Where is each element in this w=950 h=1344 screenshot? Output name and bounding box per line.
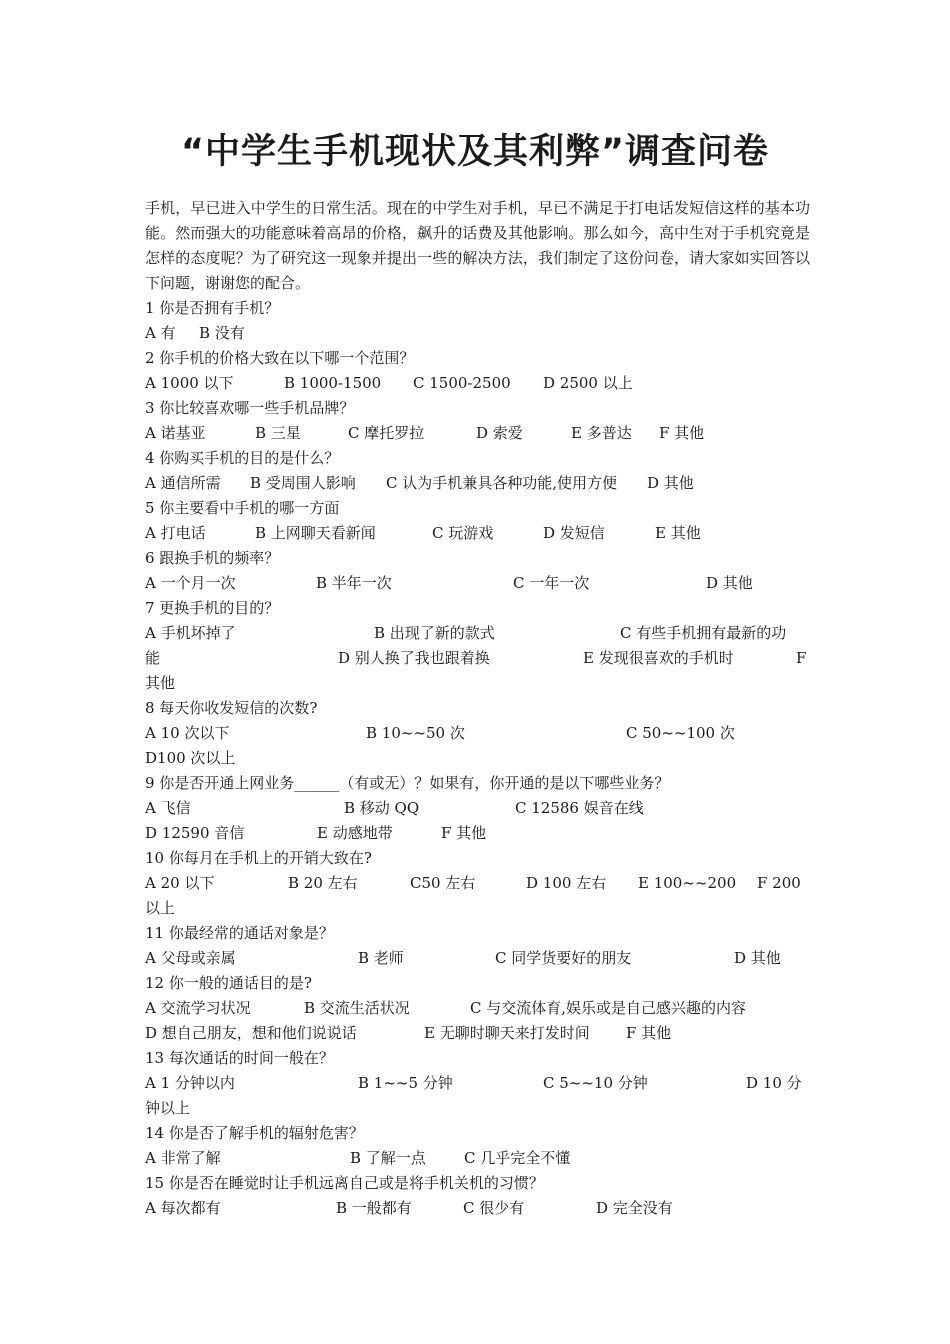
options-8-cont: [145, 746, 810, 771]
option: B 1~~5 分钟: [358, 1074, 453, 1092]
option: A 通信所需: [145, 474, 221, 492]
question-13: 13 每次通话的时间一般在？: [145, 1049, 334, 1067]
option: B 交流生活状况: [304, 999, 410, 1017]
option: C 有些手机拥有最新的功: [620, 624, 787, 642]
option: F 其他: [441, 824, 487, 842]
option: C 5~~10 分钟: [543, 1074, 648, 1092]
question-15: 15 你是否在睡觉时让手机远离自己或是将手机关机的习惯？: [145, 1174, 544, 1192]
option: C 1500-2500: [413, 374, 511, 392]
option: C 认为手机兼具各种功能,使用方便: [386, 474, 618, 492]
option: E 发现很喜欢的手机时: [583, 649, 734, 667]
options-3: [145, 421, 810, 446]
option: E 多普达: [571, 424, 632, 442]
option: B 老师: [358, 949, 404, 967]
question-1: 1 你是否拥有手机？: [145, 299, 280, 317]
option: D 12590 音信: [145, 824, 245, 842]
option-continuation: 其他: [145, 674, 176, 692]
option: A 交流学习状况: [145, 999, 251, 1017]
option: D 发短信: [543, 524, 605, 542]
option: C 与交流体育,娱乐或是自己感兴趣的内容: [470, 999, 747, 1017]
options-12: [145, 996, 810, 1021]
options-5: [145, 521, 810, 546]
question-2: 2 你手机的价格大致在以下哪一个范围？: [145, 349, 415, 367]
option: A 有: [145, 324, 176, 342]
options-2: [145, 371, 810, 396]
option: D 完全没有: [596, 1199, 673, 1217]
options-13-cont: [145, 1096, 810, 1121]
option: B 1000-1500: [284, 374, 382, 392]
option: C50 左右: [410, 874, 476, 892]
option: F 200: [757, 874, 801, 892]
question-3: 3 你比较喜欢哪一些手机品牌？: [145, 399, 355, 417]
option: B 一般都有: [336, 1199, 412, 1217]
option: D 想自己朋友，想和他们说说话: [145, 1024, 357, 1042]
option: A 1000 以下: [145, 374, 234, 392]
question-6: 6 跟换手机的频率？: [145, 549, 280, 567]
options-10-cont: [145, 896, 810, 921]
questionnaire: [145, 296, 810, 1221]
option: C 50~~100 次: [626, 724, 735, 742]
option: D 其他: [647, 474, 694, 492]
option: D 其他: [734, 949, 781, 967]
option: C 一年一次: [513, 574, 590, 592]
option: E 其他: [655, 524, 701, 542]
option: F 其他: [626, 1024, 672, 1042]
option: E 动感地带: [317, 824, 393, 842]
option: E 100~~200: [638, 874, 737, 892]
question-11: 11 你最经常的通话对象是？: [145, 924, 334, 942]
option: F 其他: [659, 424, 705, 442]
option: D 其他: [706, 574, 753, 592]
option: B 了解一点: [350, 1149, 426, 1167]
option: D 别人换了我也跟着换: [338, 649, 490, 667]
option: B 上网聊天看新闻: [255, 524, 376, 542]
option: A 打电话: [145, 524, 206, 542]
options-13: [145, 1071, 810, 1096]
option-continuation: 钟以上: [145, 1099, 191, 1117]
options-7-cont-2: [145, 671, 810, 696]
options-1: [145, 321, 810, 346]
option: B 半年一次: [316, 574, 392, 592]
option: A 手机坏掉了: [145, 624, 236, 642]
option: A 飞信: [145, 799, 191, 817]
option: D100 次以上: [145, 749, 236, 767]
option: B 三星: [255, 424, 301, 442]
question-9: 9 你是否开通上网业务______（有或无）？如果有，你开通的是以下哪些业务？: [145, 774, 670, 792]
question-7: 7 更换手机的目的？: [145, 599, 280, 617]
option: A 父母或亲属: [145, 949, 236, 967]
option: A 一个月一次: [145, 574, 236, 592]
option: B 受周围人影响: [250, 474, 356, 492]
option: A 20 以下: [145, 874, 215, 892]
option-continuation: 以上: [145, 899, 176, 917]
options-14: [145, 1146, 810, 1171]
option: D 索爱: [476, 424, 523, 442]
option: B 出现了新的款式: [374, 624, 495, 642]
options-7: [145, 621, 810, 646]
option: B 没有: [199, 324, 245, 342]
options-7-cont: [145, 646, 810, 671]
option: D 10 分: [746, 1074, 802, 1092]
option: C 同学货要好的朋友: [495, 949, 632, 967]
document-title: “中学生手机现状及其利弊”调查问卷: [180, 132, 769, 172]
option: B 10~~50 次: [366, 724, 465, 742]
options-9: [145, 796, 810, 821]
option: C 几乎完全不懂: [464, 1149, 571, 1167]
options-6: [145, 571, 810, 596]
options-9-cont: [145, 821, 810, 846]
option: D 100 左右: [526, 874, 607, 892]
option: A 1 分钟以内: [145, 1074, 235, 1092]
question-10: 10 你每月在手机上的开销大致在?: [145, 849, 372, 867]
question-12: 12 你一般的通话目的是?: [145, 974, 312, 992]
option: E 无聊时聊天来打发时间: [424, 1024, 590, 1042]
option: F: [796, 649, 807, 667]
option: C 玩游戏: [432, 524, 494, 542]
option: A 非常了解: [145, 1149, 221, 1167]
question-5: 5 你主要看中手机的哪一方面: [145, 499, 340, 517]
option: A 诺基亚: [145, 424, 206, 442]
option: D 2500 以上: [543, 374, 633, 392]
option: A 10 次以下: [145, 724, 230, 742]
option: C 摩托罗拉: [348, 424, 425, 442]
option: C 很少有: [463, 1199, 525, 1217]
question-4: 4 你购买手机的目的是什么？: [145, 449, 340, 467]
option: B 20 左右: [288, 874, 358, 892]
option: C 12586 娱音在线: [515, 799, 644, 817]
options-10: [145, 871, 810, 896]
question-8: 8 每天你收发短信的次数?: [145, 699, 318, 717]
options-8: [145, 721, 810, 746]
intro-paragraph: 手机，早已进入中学生的日常生活。现在的中学生对手机，早已不满足于打电话发短信这样的基本功能。然而强大的功能意味着高昂的价格，飙升的话费及其他影响。那么如今，高中生对于手机究竟是怎样的态度呢？为了研究这一现象并提出一些的解决方法，我们制定了这份问卷，请大家如实回答以下问题，谢谢您的配合。: [145, 199, 810, 292]
options-15: [145, 1196, 810, 1221]
option-continuation: 能: [145, 649, 161, 667]
option: B 移动 QQ: [344, 799, 420, 817]
options-12-cont: [145, 1021, 810, 1046]
options-4: [145, 471, 810, 496]
question-14: 14 你是否了解手机的辐射危害？: [145, 1124, 364, 1142]
option: A 每次都有: [145, 1199, 221, 1217]
options-11: [145, 946, 810, 971]
